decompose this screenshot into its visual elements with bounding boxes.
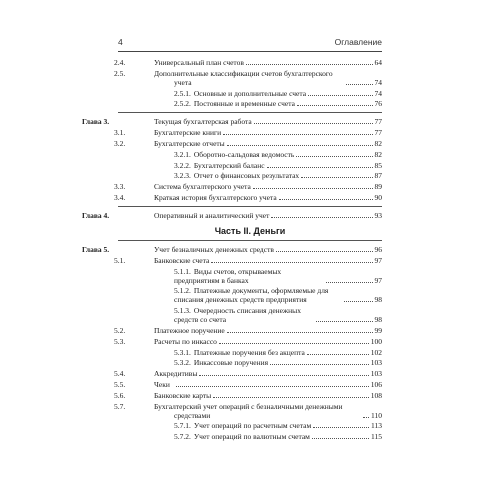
toc-entry-page: 103 (370, 358, 382, 368)
toc-entry[interactable] (118, 150, 382, 159)
leader-dots (346, 84, 373, 85)
toc-entry[interactable] (118, 99, 382, 108)
section-divider (118, 240, 382, 241)
toc-entry-number: 5.3. (114, 336, 126, 346)
toc-entry-page: 98 (374, 315, 382, 325)
toc-entry[interactable] (118, 432, 382, 441)
toc-entry-title: Платежные поручения без акцепта (193, 347, 305, 357)
toc-entry-number: 3.3. (114, 182, 126, 192)
leader-dots (316, 321, 373, 322)
toc-entry-page: 97 (374, 275, 382, 285)
toc-entry-title: Бухгалтерские отчеты (154, 138, 225, 148)
toc-entry-title: Виды счетов, открываемых предприятиям в банках (174, 266, 282, 285)
leader-dots (211, 262, 372, 263)
toc-entry-page: 82 (374, 149, 382, 159)
toc-entry-number: 5.3.1. (174, 347, 191, 357)
leader-dots (254, 123, 373, 124)
toc-entry-title: Банковские счета (154, 255, 210, 265)
toc-entry[interactable] (114, 182, 382, 192)
toc-entry-page: 98 (374, 295, 382, 305)
toc-entry[interactable] (118, 306, 382, 324)
toc-entry[interactable] (114, 128, 382, 138)
toc-entry-page: 97 (374, 255, 382, 265)
toc-entry[interactable] (118, 286, 382, 304)
leader-dots (246, 64, 373, 65)
toc-entry[interactable] (114, 336, 382, 346)
toc-entry[interactable] (118, 358, 382, 367)
toc-entry[interactable] (114, 369, 382, 379)
toc-entry-page: 85 (374, 160, 382, 170)
toc-entry[interactable] (114, 68, 382, 87)
toc-entry[interactable] (118, 421, 382, 430)
toc-entry-page: 99 (374, 325, 382, 335)
toc-entry[interactable] (118, 161, 382, 170)
toc-entry-page: 76 (374, 99, 382, 109)
toc-entry-title: Банковские карты (154, 390, 212, 400)
toc-entry-title: Дополнительные классификации счетов бухгалтерского учета (154, 68, 333, 87)
toc-entry[interactable] (118, 348, 382, 357)
chapter-number: Глава 5. (82, 244, 110, 254)
toc-entry-number: 5.7. (114, 401, 126, 411)
toc-entry-page: 74 (374, 77, 382, 87)
toc-entry-title: Отчет о финансовых результатах (193, 171, 300, 181)
leader-dots (297, 105, 373, 106)
leader-dots (301, 177, 372, 178)
toc-entry-page: 100 (370, 336, 382, 346)
toc-entry-number: 5.1.2. (174, 286, 191, 296)
toc-entry[interactable] (118, 267, 382, 285)
toc-entry-page: 89 (374, 182, 382, 192)
toc-entry-page: 64 (374, 58, 382, 67)
toc-entry-number: 3.4. (114, 192, 126, 202)
toc-entry-title: Краткая история бухгалтерского учета (154, 192, 277, 202)
toc-entry-page: 115 (371, 432, 382, 442)
toc-entry-page: 93 (374, 210, 382, 220)
toc-entry[interactable] (114, 192, 382, 202)
toc-entry-number: 5.7.1. (174, 421, 191, 431)
leader-dots (308, 95, 372, 96)
toc-entry-number: 5.5. (114, 379, 126, 389)
leader-dots (270, 364, 369, 365)
leader-dots (227, 145, 373, 146)
leader-dots (176, 386, 369, 387)
leader-dots (313, 427, 369, 428)
toc-entry-number: 5.1. (114, 255, 126, 265)
part-title: Часть II. Деньги (214, 225, 286, 236)
toc-entry-number: 2.5. (114, 68, 126, 78)
leader-dots (223, 134, 372, 135)
toc-entry-page: 103 (370, 369, 382, 379)
toc-entry-title: Универсальный план счетов (154, 58, 244, 67)
toc-entry-page: 74 (374, 88, 382, 98)
leader-dots (253, 188, 373, 189)
chapter-number: Глава 3. (82, 117, 110, 127)
toc-entry-title: Учет операций по валютным счетам (193, 432, 310, 442)
toc-entry-page: 113 (371, 421, 382, 431)
toc-entry-title: Аккредитивы (154, 369, 198, 379)
toc-entry[interactable] (114, 58, 382, 67)
toc-entry-page: 106 (370, 379, 382, 389)
toc-entry[interactable] (114, 401, 382, 420)
chapter-title: Оперативный и аналитический учет (154, 210, 270, 220)
toc-entry-title: Учет операций по расчетным счетам (193, 421, 312, 431)
toc-entry-page: 90 (374, 192, 382, 202)
toc-entry-title: Основные и дополнительные счета (193, 88, 307, 98)
toc-entry-title: Бухгалтерский баланс (193, 160, 265, 170)
toc-entry-title: Расчеты по инкассо (154, 336, 217, 346)
leader-dots (363, 417, 369, 418)
toc-chapter-4[interactable] (82, 210, 382, 220)
leader-dots (267, 167, 373, 168)
toc-entry-number: 5.1.3. (174, 306, 191, 316)
toc-entry-title: Инкассовые поручения (193, 358, 269, 368)
toc-entry-title: Бухгалтерские книги (154, 128, 222, 138)
toc-entry-page: 82 (374, 138, 382, 148)
toc-entry[interactable] (114, 138, 382, 148)
toc-entry-number: 3.1. (114, 128, 126, 138)
chapter-title: Текущая бухгалтерская работа (154, 117, 252, 127)
toc-entry-page: 77 (374, 128, 382, 138)
toc-entry[interactable] (118, 171, 382, 180)
toc-entry-title: Очередность списания денежных средств со счета (174, 306, 301, 325)
toc-entry-title: Платежное поручение (154, 325, 225, 335)
toc-entry-page: 87 (374, 171, 382, 181)
leader-dots (271, 217, 372, 218)
toc-entry-number: 2.5.2. (174, 99, 191, 109)
section-divider (118, 206, 382, 207)
toc-entry-number: 5.2. (114, 325, 126, 335)
header-rule (118, 51, 382, 52)
toc-entry-page: 110 (371, 410, 382, 420)
toc-entry-title: Платежные документы, оформляемые для списания денежных средств предприятия (174, 286, 329, 305)
leader-dots (227, 332, 373, 333)
toc-entry-page: 96 (374, 244, 382, 254)
toc-entry-title: Постоянные и временные счета (193, 99, 295, 109)
leader-dots (219, 343, 369, 344)
toc-entry-number: 5.1.1. (174, 266, 191, 276)
page-header (118, 37, 382, 51)
toc-entry-title: Бухгалтерский учет операций с безналичными денежными средствами (154, 401, 343, 420)
page-number: 4 (118, 37, 123, 47)
toc-entry[interactable] (114, 379, 382, 389)
toc-entry-number: 5.4. (114, 369, 126, 379)
leader-dots (312, 438, 369, 439)
toc-entry[interactable] (114, 255, 382, 265)
toc-entry[interactable] (114, 390, 382, 400)
leader-dots (307, 354, 369, 355)
leader-dots (296, 156, 372, 157)
toc-chapter-3[interactable] (82, 117, 382, 127)
running-title: Оглавление (334, 37, 382, 47)
toc-entry-page: 77 (374, 117, 382, 127)
toc-entry[interactable] (114, 325, 382, 335)
toc-entry[interactable] (118, 89, 382, 98)
leader-dots (344, 301, 373, 302)
toc-entry-number: 3.2.3. (174, 171, 191, 181)
toc-entry-number: 2.5.1. (174, 88, 191, 98)
toc-entry-page: 102 (370, 347, 382, 357)
leader-dots (213, 397, 369, 398)
toc-entry-number: 3.2.1. (174, 149, 191, 159)
leader-dots (326, 282, 373, 283)
chapter-number: Глава 4. (82, 210, 110, 220)
toc-entry-title: Система бухгалтерского учета (154, 182, 251, 192)
leader-dots (276, 251, 373, 252)
leader-dots (279, 199, 373, 200)
toc-entry-title: Чеки (154, 379, 170, 389)
chapter-title: Учет безналичных денежных средств (154, 244, 274, 254)
toc-entry-number: 5.3.2. (174, 358, 191, 368)
toc-entry-page: 108 (370, 390, 382, 400)
toc-entry-number: 3.2.2. (174, 160, 191, 170)
toc-entry-title: Оборотно-сальдовая ведомость (193, 149, 295, 159)
table-of-contents (82, 58, 382, 443)
toc-entry-number: 2.4. (114, 58, 126, 67)
leader-dots (199, 375, 368, 376)
toc-entry-number: 5.6. (114, 390, 126, 400)
toc-chapter-5[interactable] (82, 244, 382, 254)
section-divider (118, 112, 382, 113)
toc-entry-number: 3.2. (114, 138, 126, 148)
toc-entry-number: 5.7.2. (174, 432, 191, 442)
